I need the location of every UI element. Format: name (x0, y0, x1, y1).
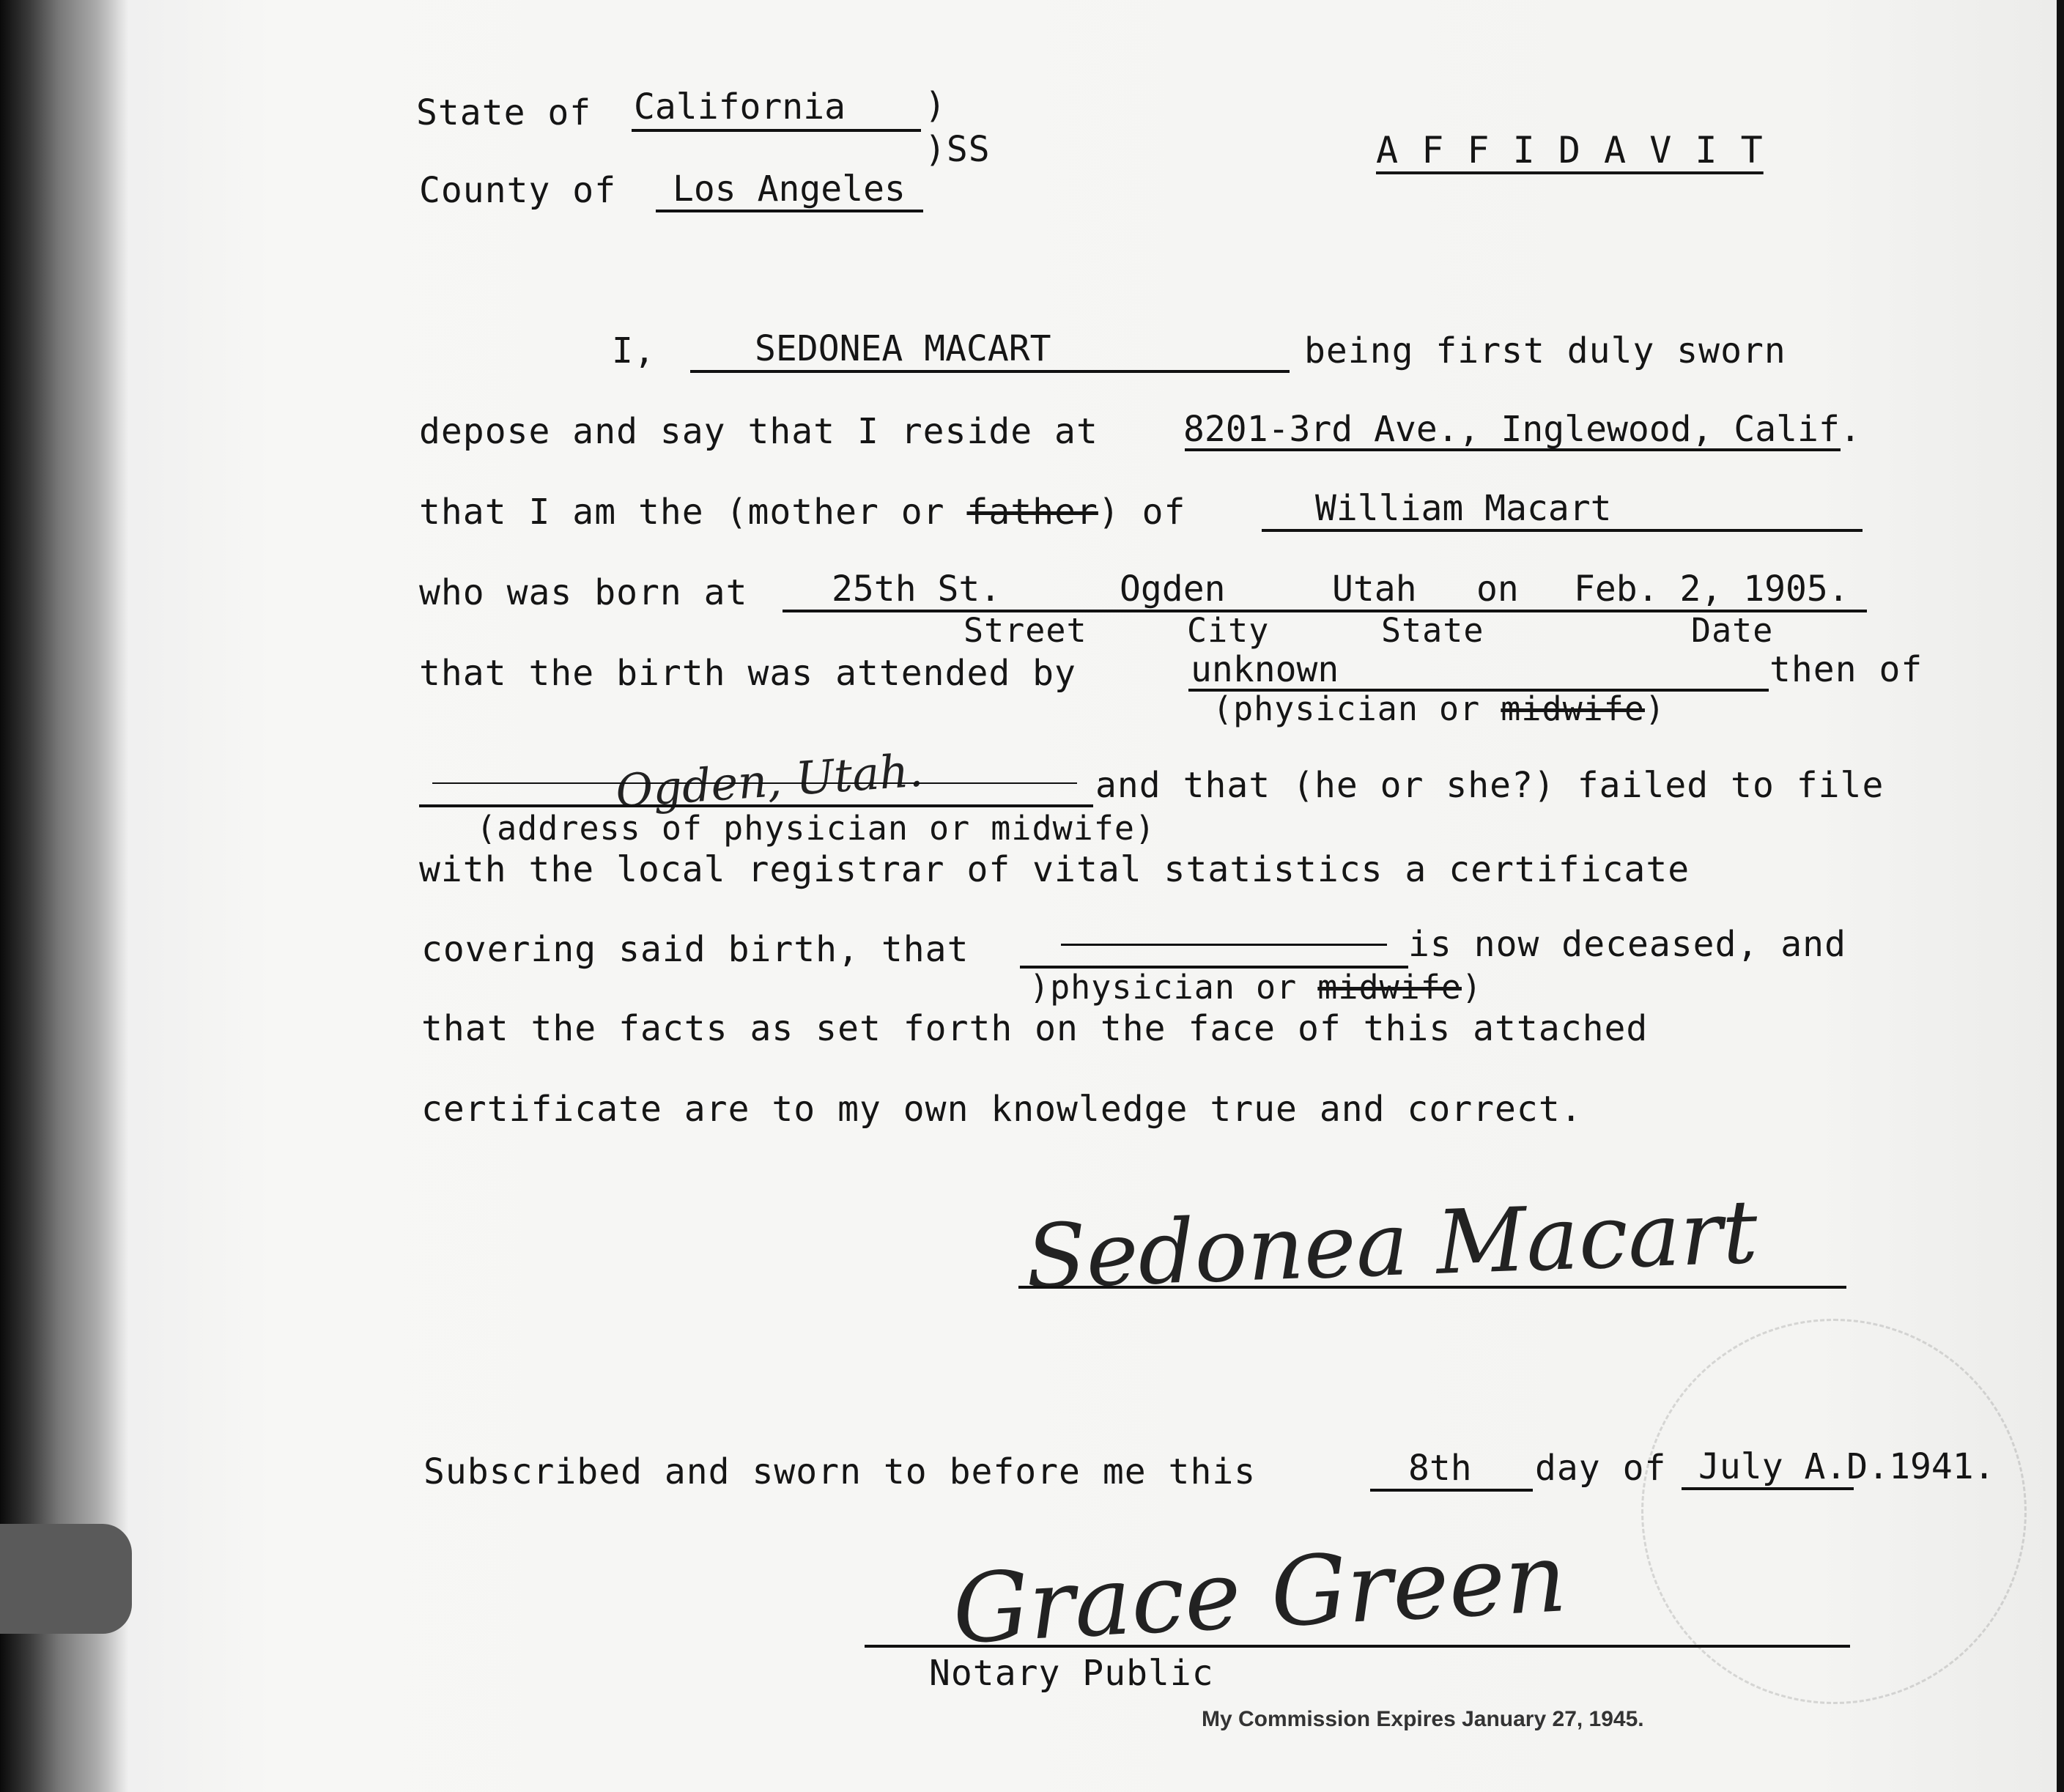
caption-street: Street (963, 611, 1087, 650)
caption-date: Date (1691, 611, 1774, 650)
handwritten-address: Ogden, Utah. (613, 743, 925, 818)
caption-attendant-close: ) (1644, 689, 1666, 728)
jurat-day: 8th (1408, 1448, 1472, 1489)
deceased-strikeline (1061, 944, 1387, 946)
notary-signature: Grace Green (950, 1522, 1569, 1665)
child-name: William Macart (1315, 488, 1612, 529)
caption-deceased-struck-midwife: midwife (1317, 968, 1462, 1007)
birth-date: Feb. 2, 1905. (1574, 569, 1849, 610)
affiant-signature: Sedonea Macart (1024, 1181, 1760, 1309)
relation-text: that I am the (mother or (419, 492, 967, 533)
signature-line (1018, 1286, 1846, 1289)
caption-deceased (1029, 968, 1483, 1007)
line2-prefix: depose and say that I reside at (419, 411, 1098, 452)
notary-signature-line (865, 1645, 1850, 1648)
line8-prefix: covering said birth, that (421, 929, 969, 970)
relation-close: ) of (1098, 492, 1186, 533)
page-edge (2057, 0, 2064, 1792)
caption-state: State (1381, 611, 1484, 650)
line5-prefix: that the birth was attended by (419, 653, 1076, 694)
line5-suffix: then of (1769, 649, 1923, 690)
address-underline (419, 804, 1093, 807)
jurat-month-year: July A.D.1941. (1698, 1446, 1995, 1487)
birth-on: on (1476, 569, 1519, 610)
caption-deceased-close: ) (1461, 968, 1483, 1007)
child-underline (1262, 529, 1863, 532)
birth-city: Ogden (1120, 569, 1226, 610)
notary-label: Notary Public (929, 1653, 1214, 1694)
caption-attendant (1213, 689, 1666, 728)
relation-struck-father: father (966, 492, 1098, 533)
attendant-name: unknown (1191, 649, 1339, 690)
line1-prefix: I, (612, 330, 656, 371)
state-value: California (634, 86, 846, 127)
state-label: State of (416, 92, 592, 133)
line6-suffix: and that (he or she?) failed to file (1095, 765, 1884, 806)
county-value: Los Angeles (673, 169, 906, 210)
venue-paren: ) (925, 85, 947, 126)
binding-tab (0, 1524, 132, 1634)
line4-prefix: who was born at (419, 572, 748, 613)
line7: with the local registrar of vital statistics a certificate (419, 849, 1690, 890)
line1-suffix: being first duly sworn (1304, 330, 1786, 371)
state-underline (632, 129, 921, 132)
venue-ss: )SS (925, 129, 991, 170)
line10: certificate are to my own knowledge true and correct. (421, 1089, 1583, 1130)
residence-address: 8201-3rd Ave., Inglewood, Calif. (1183, 409, 1861, 450)
county-underline (656, 210, 923, 212)
affiant-name: SEDONEA MACART (755, 328, 1051, 369)
residence-underline (1185, 448, 1841, 451)
jurat-month-underline (1682, 1487, 1854, 1490)
caption-deceased-text: )physician or (1029, 968, 1318, 1007)
commission-expiry: My Commission Expires January 27, 1945. (1202, 1707, 1644, 1731)
jurat-day-of: day of (1535, 1448, 1667, 1489)
address-strikeline (432, 782, 1077, 784)
birth-street: 25th St. (832, 569, 1002, 610)
caption-struck-midwife: midwife (1501, 689, 1645, 728)
caption-attendant-text: (physician or (1213, 689, 1501, 728)
caption-city: City (1187, 611, 1270, 650)
county-label: County of (419, 170, 617, 211)
line8-suffix: is now deceased, and (1408, 924, 1846, 965)
birth-state: Utah (1332, 569, 1417, 610)
jurat-prefix: Subscribed and sworn to before me this (423, 1451, 1257, 1492)
document-title: A F F I D A V I T (1376, 129, 1764, 171)
line9: that the facts as set forth on the face of this attached (421, 1008, 1649, 1049)
caption-address: (address of physician or midwife) (476, 809, 1156, 848)
affiant-underline (690, 370, 1290, 373)
line3-prefix (419, 492, 1186, 533)
jurat-day-underline (1370, 1489, 1533, 1492)
